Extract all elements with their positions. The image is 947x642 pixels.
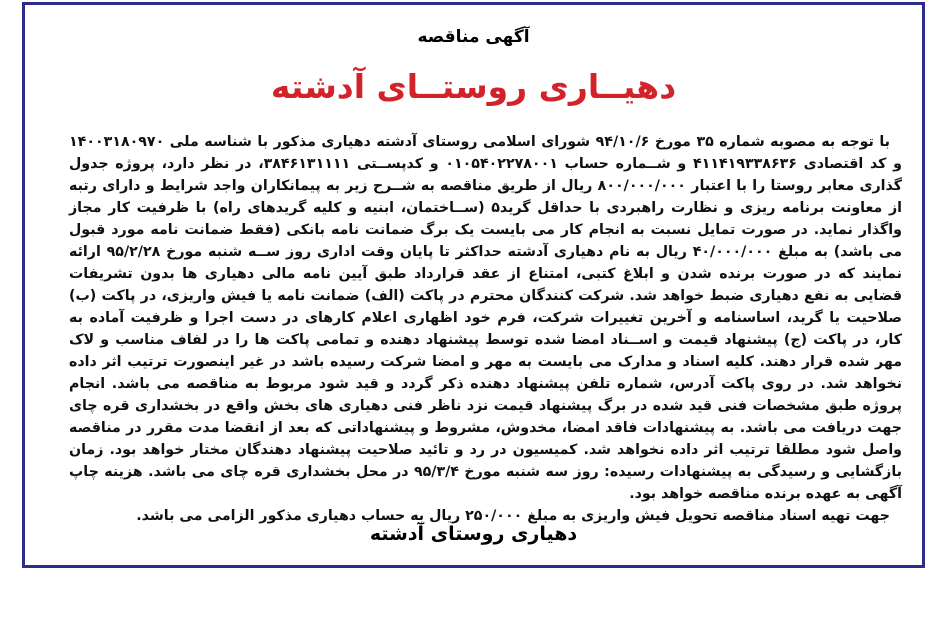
notice-label: آگهی مناقصه [417,27,530,47]
notice-paragraph-main: با توجه به مصوبه شماره ۳۵ مورخ ۹۴/۱۰/۶ شورای اسلامی روستای آدشته دهیاری مذکور با شناسه ملی ۱۴۰۰۳۱۸۰۹۷۰ و کد اقتصادی ۴۱۱۴۱۹۳۳۸۶۳۶ و شــماره حساب ۰۱۰۵۴۰۲۲۷۸۰۰۱ و کدپســتی ۳۸۴۶۱۳۱۱۱۱، در نظر دارد، پروژه جدول گذاری معابر روستا را با اعتبار ۸۰۰/۰۰۰/۰۰۰ ریال از طریق مناقصه به شــرح زیر به پیمانکاران واجد شرایط و دارای رتبه از معاونت برنامه ریزی و نظارت راهبردی با حداقل گرید۵ (ســاختمان، ابنیه و کلیه گریدهای راه) با ظرفیت کار مجاز واگذار نماید. در صورت تمایل نسبت به انجام کار می بایست یک برگ ضمانت نامه بانکی (فقط ضمانت نامه مورد قبول می باشد) به مبلغ ۴۰/۰۰۰/۰۰۰ ریال به نام دهیاری آدشته حداکثر تا پایان وقت اداری روز ســه شنبه مورخ ۹۵/۲/۲۸ ارائه نمایند که در صورت برنده شدن و ابلاغ کتبی، امتناع از عقد قرارداد طبق آیین نامه مالی دهیاری ها بدون تشریفات قضایی به نفع دهیاری ضبط خواهد شد. شرکت کنندگان محترم در پاکت (الف) ضمانت نامه یا فیش واریزی، در پاکت (ب) صلاحیت یا گرید، اساسنامه و آخرین تغییرات شرکت، فرم خود اظهاری اعلام کارهای در دست اجرا و ظرفیت آماده به کار، در پاکت (ج) پیشنهاد قیمت و اســناد امضا شده توسط پیشنهاد دهنده و تمامی پاکت ها را در لفاف مناسب و لاک مهر شده قرار دهند. کلیه اسناد و مدارک می بایست به مهر و امضا شرکت رسیده باشد در غیر اینصورت ترتیب اثر داده نخواهد شد. در روی پاکت آدرس، شماره تلفن پیشنهاد دهنده ذکر گردد و قید شود مربوط به مناقصه می باشد. انجام پروژه طبق مشخصات فنی قید شده در برگ پیشنهاد قیمت نزد ناظر فنی دهیاری های بخش واقع در بخشداری قره چای جهت دریافت می باشد. به پیشنهادات فاقد امضا، مخدوش، مشروط و پیشنهاداتی که بعد از انقضا مدت مقرر در مناقصه واصل شود مطلقا ترتیب اثر داده نخواهد شد. کمیسیون در رد و تائید صلاحیت پیشنهاد دهندگان مختار خواهد بود. زمان بازگشایی و رسیدگی به پیشنهادات رسیده: روز سه شنبه مورخ ۹۵/۳/۴ در محل بخشداری قره چای می باشد. هزینه چاپ آگهی به عهده برنده مناقصه خواهد بود. [69,134,902,502]
notice-title: دهیــاری روستــای آدشته [270,67,677,106]
notice-signature: دهیاری روستای آدشته [369,523,578,545]
notice-frame [22,2,925,568]
notice-body [69,131,902,527]
notice-paragraph-documents: جهت تهیه اسناد مناقصه تحویل فیش واریزی به مبلغ ۲۵۰/۰۰۰ ریال به حساب دهیاری مذکور الزامی می باشد. [136,508,890,524]
